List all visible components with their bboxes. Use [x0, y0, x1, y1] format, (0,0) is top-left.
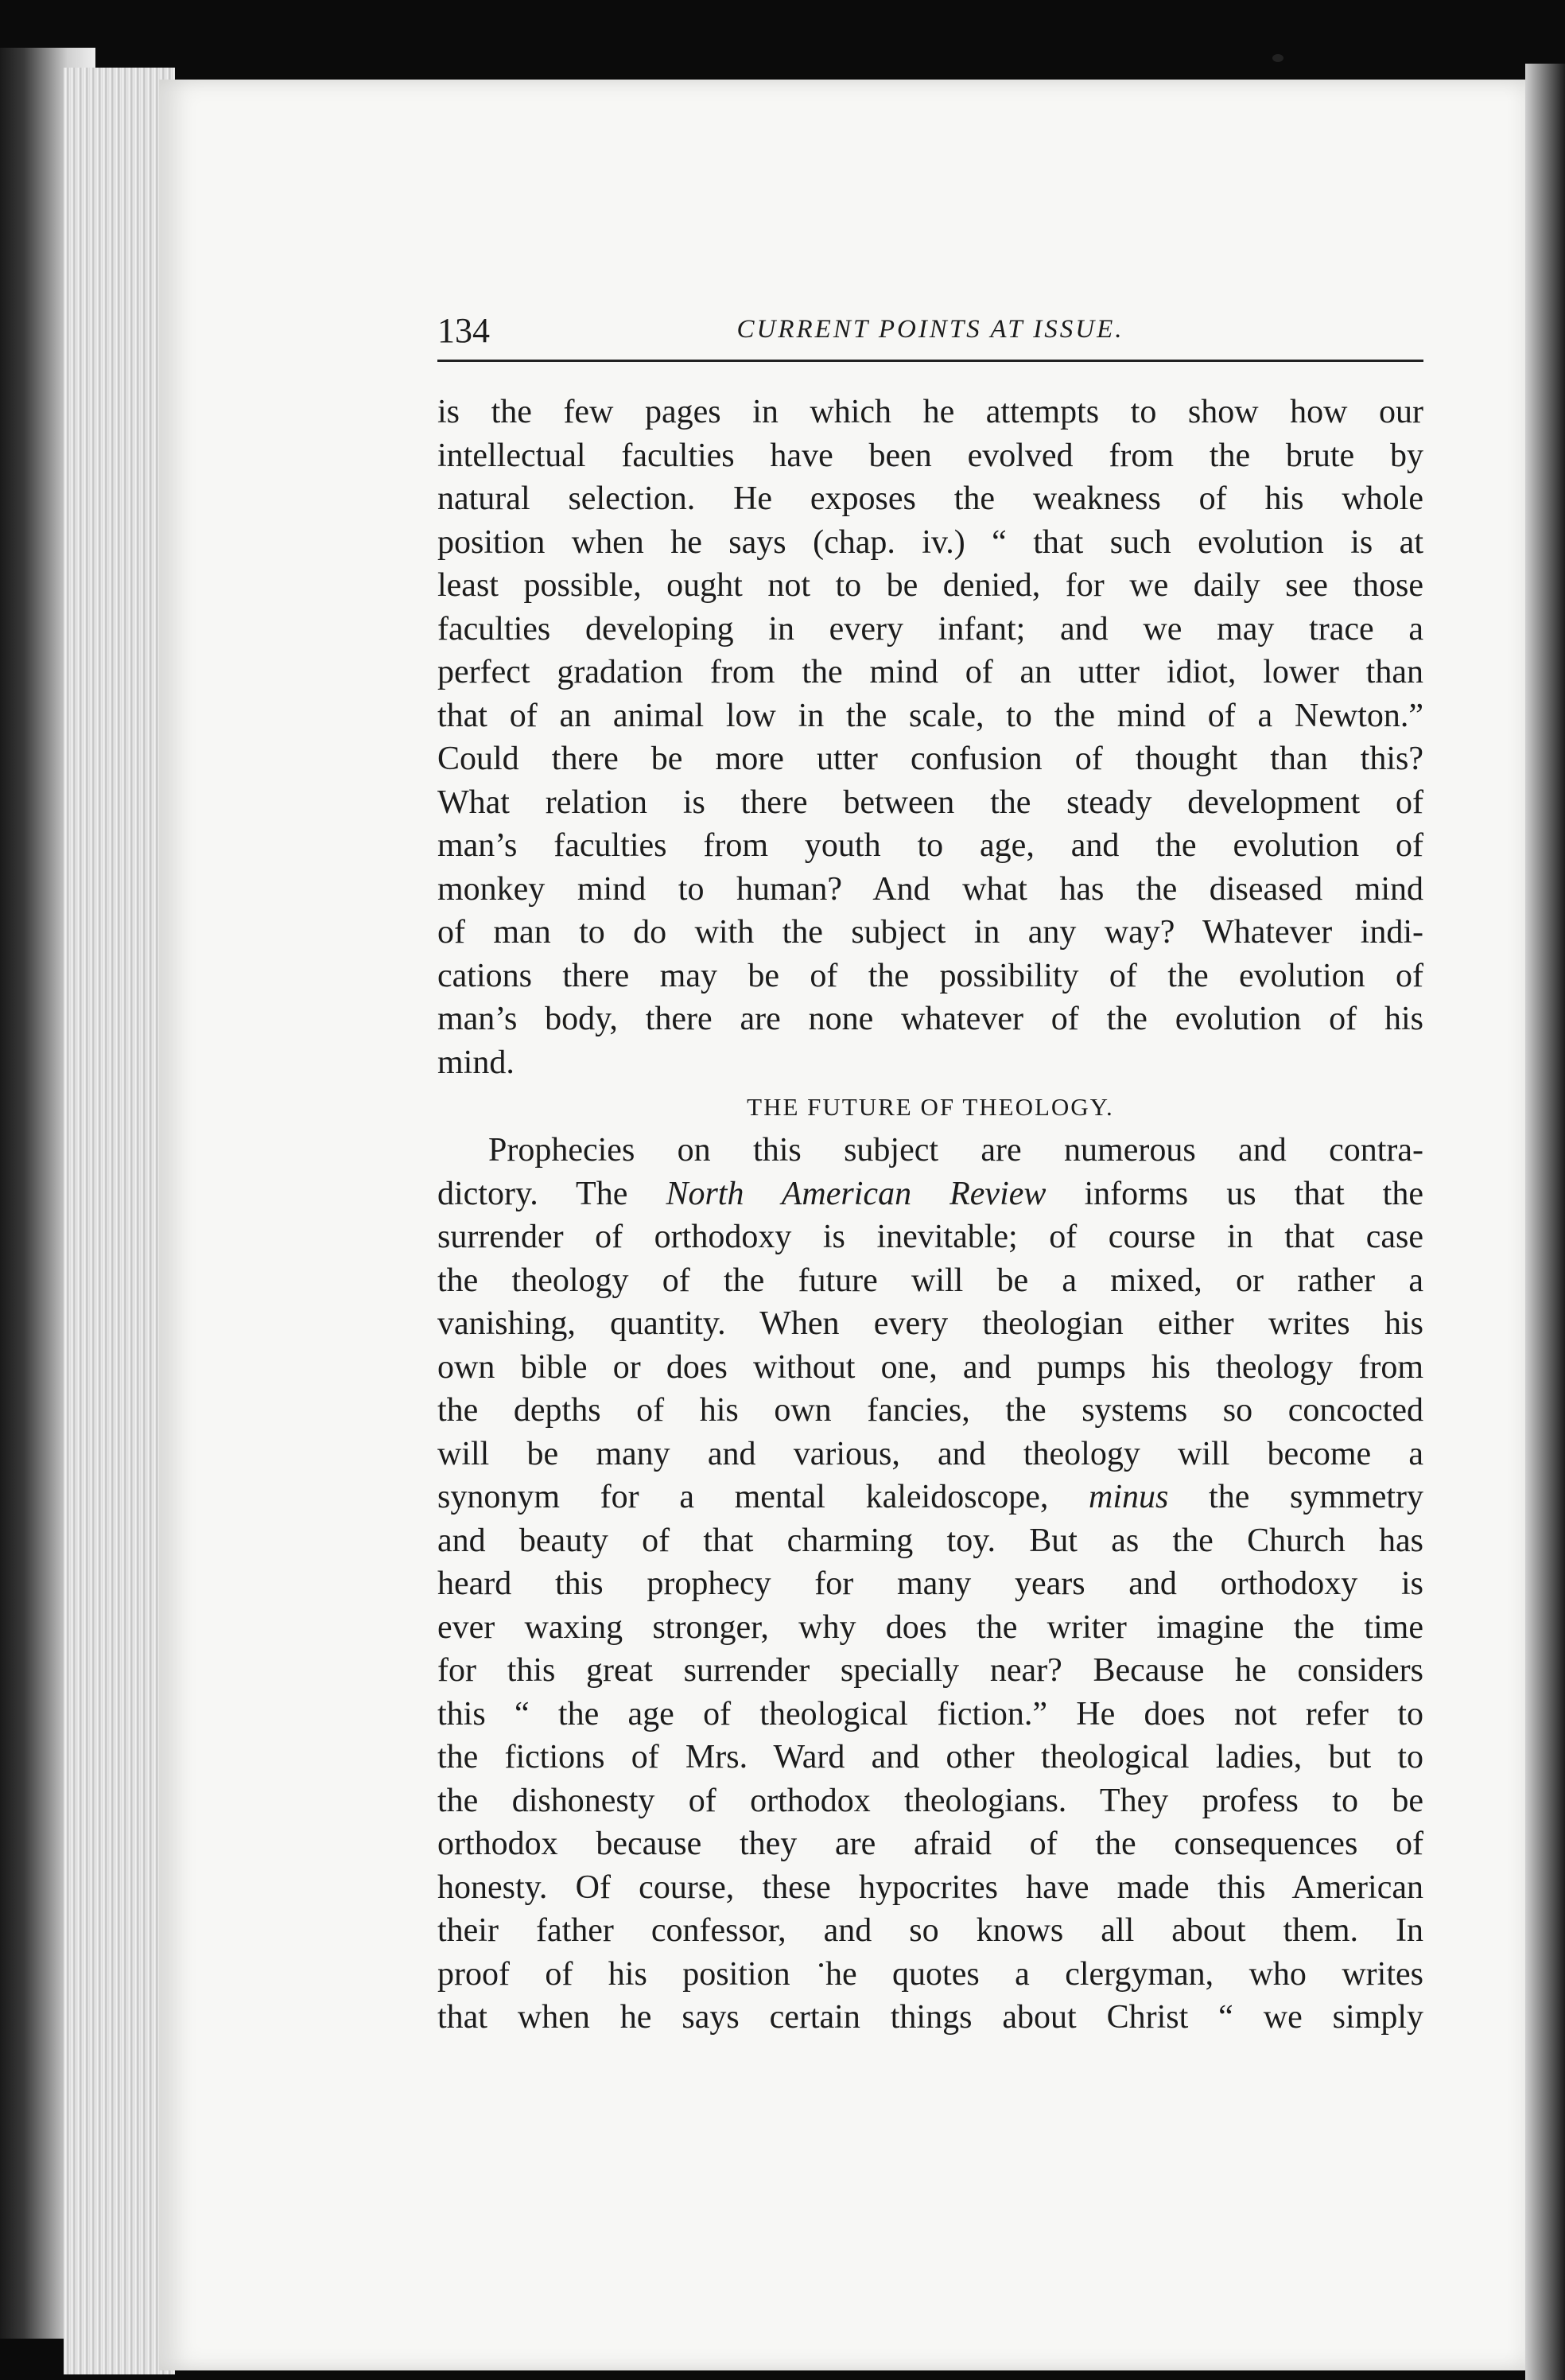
text-line: the dishonesty of orthodox theologians. They profess to be: [437, 1782, 1423, 1819]
text-line: vanishing, quantity. When every theologian either writes his: [437, 1305, 1423, 1342]
text-line: orthodox because they are afraid of the consequences of: [437, 1826, 1423, 1862]
text-line: [437, 1172, 1423, 1216]
text-line: [437, 1476, 1423, 1519]
text-line: man’s faculties from youth to age, and the evolution of: [437, 827, 1423, 864]
paragraph-2: [437, 1129, 1423, 2040]
text-line: natural selection. He exposes the weakness of his whole: [437, 480, 1423, 517]
text-line: honesty. Of course, these hypocrites have made this American: [437, 1869, 1423, 1906]
text-line: will be many and various, and theology will become a: [437, 1435, 1423, 1472]
text-line: heard this prophecy for many years and orthodoxy is: [437, 1565, 1423, 1602]
text-line: Prophecies on this subject are numerous and contra-: [488, 1132, 1423, 1169]
text-line: man’s body, there are none whatever of the evolution of his: [437, 1001, 1423, 1037]
text-run: synonym for a mental kaleidoscope,: [437, 1479, 1089, 1515]
text-run: the symmetry: [1168, 1479, 1423, 1515]
running-title: CURRENT POINTS AT ISSUE.: [736, 315, 1124, 344]
text-line: that of an animal low in the scale, to the mind of a Newton.”: [437, 697, 1423, 734]
text-line: perfect gradation from the mind of an utter idiot, lower than: [437, 654, 1423, 690]
italic-word: minus: [1089, 1479, 1169, 1515]
text-run: dictory. The: [437, 1175, 666, 1212]
right-shadow: [1525, 64, 1565, 2380]
text-line: for this great surrender specially near? Because he considers: [437, 1652, 1423, 1689]
text-line: the depths of his own fancies, the systems so concocted: [437, 1392, 1423, 1429]
text-line: proof of his position he quotes a clergyman, who writes: [437, 1955, 1423, 1993]
text-line: this “ the age of theological fiction.” He does not refer to: [437, 1695, 1423, 1732]
text-line: surrender of orthodoxy is inevitable; of course in that case: [437, 1219, 1423, 1255]
page-number: 134: [437, 311, 490, 350]
text-run: informs us that the: [1046, 1175, 1423, 1212]
text-line: ever waxing stronger, why does the writer imagine the time: [437, 1608, 1423, 1646]
text-line: and beauty of that charming toy. But as the Church has: [437, 1522, 1423, 1559]
page-stack: [64, 68, 175, 2374]
text-line: is the few pages in which he attempts to show how our: [437, 394, 1423, 430]
text-line: position when he says (chap. iv.) “ that such evolution is at: [437, 523, 1423, 561]
text-line: own bible or does without one, and pumps his theology from: [437, 1348, 1423, 1386]
section-heading: THE FUTURE OF THEOLOGY.: [747, 1093, 1114, 1121]
text-line: least possible, ought not to be denied, for we daily see those: [437, 567, 1423, 604]
text-line: Could there be more utter confusion of thought than this?: [437, 741, 1423, 777]
text-line: their father confessor, and so knows all about them. In: [437, 1912, 1423, 1949]
text-line: cations there may be of the possibility of the evolution of: [437, 957, 1423, 994]
page-content: [437, 310, 1423, 2040]
text-line: What relation is there between the steady development of: [437, 784, 1423, 821]
text-line: the fictions of Mrs. Ward and other theological ladies, but to: [437, 1739, 1423, 1775]
text-line: of man to do with the subject in any way? Whatever indi-: [437, 914, 1423, 951]
text-line: that when he says certain things about Christ “ we simply: [437, 1999, 1423, 2036]
paragraph-1: [437, 391, 1423, 1084]
text-line: mind.: [437, 1044, 515, 1081]
speck: [1272, 54, 1283, 62]
text-line: intellectual faculties have been evolved from the brute by: [437, 437, 1423, 474]
running-head: [437, 310, 1423, 362]
italic-title: North American Review: [666, 1175, 1047, 1212]
text-line: the theology of the future will be a mixed, or rather a: [437, 1262, 1423, 1299]
text-line: monkey mind to human? And what has the diseased mind: [437, 870, 1423, 908]
text-line: faculties developing in every infant; and we may trace a: [437, 610, 1423, 648]
